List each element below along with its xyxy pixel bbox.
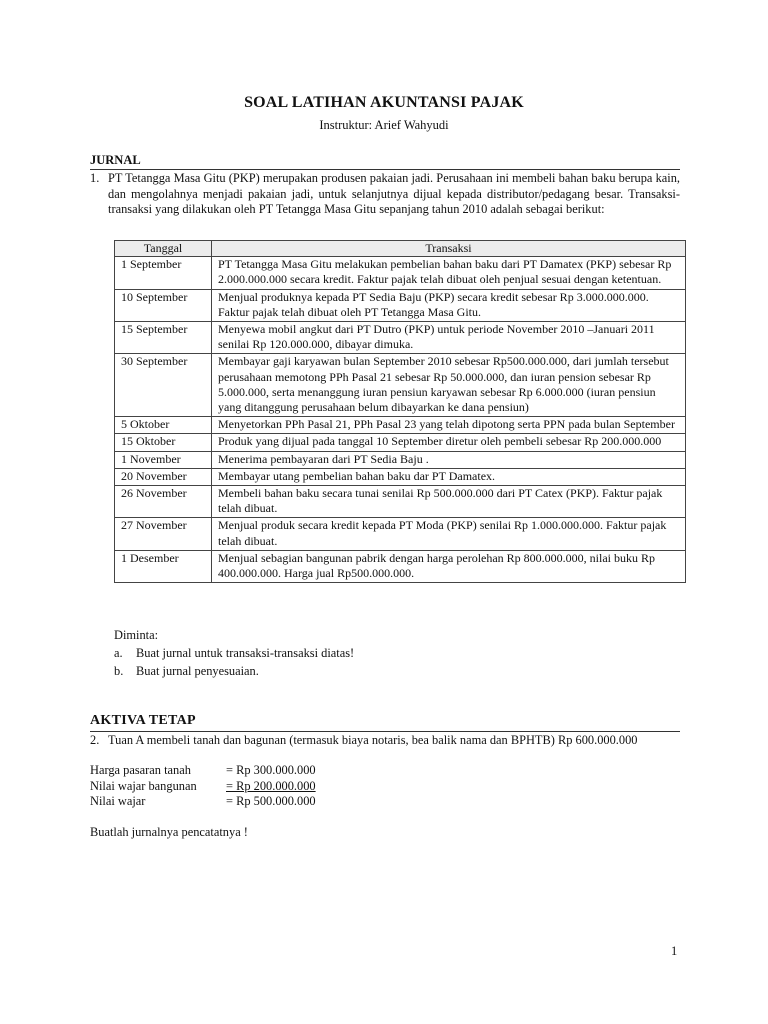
question-2 [90,733,690,749]
column-header-transaksi: Transaksi [212,241,686,257]
transaction-table [114,240,686,583]
question-number: 2. [90,733,100,747]
table-cell-transaction: Menerima pembayaran dari PT Sedia Baju . [212,451,686,468]
value-label: Nilai wajar [90,794,146,809]
table-cell-date: 15 September [115,322,212,354]
question-2-intro: Tuan A membeli tanah dan bagunan (termasuk biaya notaris, bea balik nama dan BPHTB) Rp 600.000.000 [108,733,638,747]
table-cell-transaction: Menyewa mobil angkut dari PT Dutro (PKP) untuk periode November 2010 –Januari 2011 senilai Rp 120.000.000, dibayar dimuka. [212,322,686,354]
request-item-a [114,646,354,662]
question-1-intro: PT Tetangga Masa Gitu (PKP) merupakan produsen pakaian jadi. Perusahaan ini membeli bahan baku berupa kain, dan mengolahnya menjadi pakaian jadi, untuk selanjutnya dijual kepada distributor/pedagang besar. Transaksi-transaksi yang dilakukan oleh PT Tetangga Masa Gitu sepanjang tahun 2010 adalah sebagai berikut: [108,171,680,217]
value-amount: = Rp 500.000.000 [226,794,316,809]
table-row [115,550,686,582]
page-number: 1 [671,944,678,958]
table-row [115,451,686,468]
table-cell-date: 20 November [115,468,212,485]
table-cell-transaction: Produk yang dijual pada tanggal 10 September diretur oleh pembeli sebesar Rp 200.000.000 [212,434,686,451]
table-row [115,486,686,518]
table-cell-transaction: Menyetorkan PPh Pasal 21, PPh Pasal 23 yang telah dipotong serta PPN pada bulan September [212,417,686,434]
table-cell-date: 1 September [115,257,212,289]
request-text: Buat jurnal penyesuaian. [136,664,259,678]
question-1 [90,171,680,218]
table-cell-date: 10 September [115,289,212,321]
table-cell-transaction: Membayar gaji karyawan bulan September 2010 sebesar Rp500.000.000, dari jumlah tersebut perusahaan memotong PPh Pasal 21 sebesar Rp 50.000.000, dan iuran pension sebesar Rp 5.000.000, serta menanggung iuran pensiun karyawan sebesar Rp 6.000.000 (iuran pensiun yang ditanggung perusahaan belum dibayarkan ke dana pensiun) [212,354,686,417]
request-label: a. [114,646,123,660]
table-cell-transaction: Menjual produknya kepada PT Sedia Baju (PKP) secara kredit sebesar Rp 3.000.000.000. Faktur pajak telah dibuat oleh PT Tetangga Masa Gitu. [212,289,686,321]
question-number: 1. [90,171,100,185]
table-cell-transaction: Membeli bahan baku secara tunai senilai Rp 500.000.000 dari PT Catex (PKP). Faktur pajak telah dibuat. [212,486,686,518]
request-text: Buat jurnal untuk transaksi-transaksi diatas! [136,646,355,660]
table-row [115,322,686,354]
table-cell-transaction: PT Tetangga Masa Gitu melakukan pembelian bahan baku dari PT Damatex (PKP) sebesar Rp 2.000.000.000 secara kredit. Faktur pajak telah dibuat oleh penjual sesuai dengan ketentuan. [212,257,686,289]
table-cell-transaction: Menjual sebagian bangunan pabrik dengan harga perolehan Rp 800.000.000, nilai buku Rp 400.000.000. Harga jual Rp500.000.000. [212,550,686,582]
table-row [115,417,686,434]
value-list [90,763,316,810]
request-item-b [114,664,259,680]
table-row [115,354,686,417]
instructor-line: Instruktur: Arief Wahyudi [319,118,449,132]
value-label: Harga pasaran tanah [90,763,191,777]
value-row [90,779,316,795]
table-cell-date: 15 Oktober [115,434,212,451]
section-heading-jurnal: JURNAL [90,153,680,170]
table-cell-date: 26 November [115,486,212,518]
table-row [115,257,686,289]
table-cell-date: 27 November [115,518,212,550]
table-row [115,468,686,485]
table-row [115,434,686,451]
value-amount: = Rp 300.000.000 [226,763,316,777]
column-header-tanggal: Tanggal [115,241,212,257]
table-row [115,289,686,321]
section-heading-aktiva-tetap: AKTIVA TETAP [90,713,680,732]
table-cell-transaction: Menjual produk secara kredit kepada PT Moda (PKP) senilai Rp 1.000.000.000. Faktur pajak telah dibuat. [212,518,686,550]
value-row [90,763,316,779]
table-cell-date: 1 Desember [115,550,212,582]
document-title: SOAL LATIHAN AKUNTANSI PAJAK [244,94,524,111]
table-cell-date: 1 November [115,451,212,468]
value-row [90,794,316,810]
table-cell-date: 30 September [115,354,212,417]
request-label: b. [114,664,124,678]
value-amount: = Rp 200.000.000 [226,778,316,793]
diminta-label: Diminta: [114,628,159,642]
table-cell-date: 5 Oktober [115,417,212,434]
table-row [115,518,686,550]
table-cell-transaction: Membayar utang pembelian bahan baku dar PT Damatex. [212,468,686,485]
closing-instruction: Buatlah jurnalnya pencatatnya ! [90,825,248,839]
value-label: Nilai wajar bangunan [90,778,197,793]
table-header-row [115,241,686,257]
